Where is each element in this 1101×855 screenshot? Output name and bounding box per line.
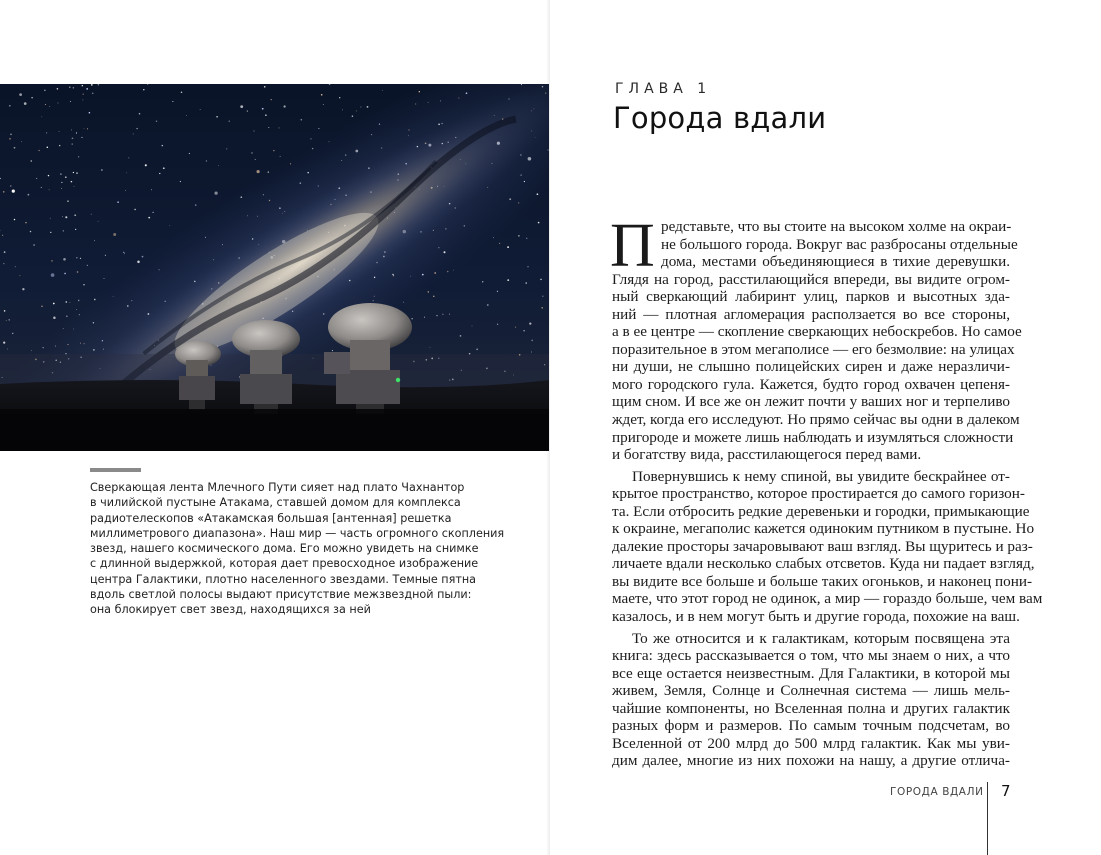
caption-line: миллиметрового диапазона». Наш мир — часть огромного скопления	[90, 526, 505, 540]
body-line: все еще остается неизвестным. Для Галактики, в которой мы	[612, 664, 1010, 682]
star	[507, 279, 509, 281]
caption-line: она блокирует свет звезд, находящихся за ней	[90, 603, 371, 617]
star	[47, 146, 49, 148]
star	[436, 315, 437, 316]
star	[195, 204, 197, 206]
star	[540, 279, 542, 281]
star	[181, 92, 183, 94]
caption-line: звезд, нашего космического дома. Его можно увидеть на снимке	[90, 542, 479, 556]
star	[98, 84, 100, 86]
star	[356, 110, 357, 111]
star	[9, 138, 11, 140]
star	[449, 314, 450, 315]
star	[139, 113, 141, 115]
body-line: дома, местами объединяющиеся в тихие деревушки.	[661, 253, 1010, 271]
star	[264, 86, 266, 88]
star	[89, 112, 91, 114]
star	[10, 185, 11, 186]
star	[433, 296, 434, 297]
star	[3, 263, 4, 264]
star	[321, 94, 323, 96]
body-line: разных форм и размеров. По самым точным подсчетам, во	[612, 717, 1010, 735]
body-line: живем, Земля, Солнце и Солнечная система — лишь мель-	[612, 682, 1010, 700]
star	[360, 107, 361, 108]
star	[216, 116, 218, 118]
star	[51, 260, 52, 261]
star	[73, 172, 74, 173]
star	[262, 108, 264, 110]
star	[156, 120, 157, 121]
star	[200, 109, 201, 110]
star	[83, 284, 84, 285]
star	[33, 244, 35, 246]
body-line: маете, что этот город не одинок, а мир — гораздо больше, чем вам	[612, 590, 1043, 608]
star	[151, 189, 152, 190]
drop-cap: П	[610, 212, 655, 280]
star	[82, 99, 83, 100]
star	[94, 240, 95, 241]
star	[28, 194, 30, 196]
star	[424, 317, 425, 318]
star	[301, 119, 303, 121]
star	[142, 256, 144, 258]
star	[31, 160, 32, 161]
caption-line: с длинной выдержкой, которая дает превосходное изображение	[90, 557, 479, 571]
star	[3, 191, 4, 192]
body-line: казалось, и в нем могут быть и другие города, похожие на ваш.	[612, 608, 1020, 626]
star	[45, 104, 46, 105]
star	[49, 106, 50, 107]
star	[430, 347, 431, 348]
star	[74, 214, 76, 216]
star	[342, 109, 343, 110]
star	[123, 252, 124, 253]
star	[412, 318, 413, 319]
star	[8, 319, 9, 320]
telescope-night-sky-image	[0, 84, 549, 451]
star	[526, 238, 527, 239]
star	[105, 255, 106, 256]
star	[19, 93, 22, 96]
star	[218, 165, 219, 166]
body-line: ный сверкающий лабиринт улиц, парков и высотных зда-	[612, 288, 1010, 306]
star	[134, 209, 135, 210]
star	[507, 246, 509, 248]
star	[63, 230, 64, 231]
body-line: ний — плотная агломерация расползается во все стороны,	[612, 305, 1010, 323]
star	[538, 222, 540, 224]
star	[22, 288, 24, 290]
star	[38, 150, 39, 151]
star	[30, 231, 32, 233]
star	[541, 307, 542, 308]
star	[76, 132, 77, 133]
star	[229, 120, 230, 121]
star	[323, 104, 324, 105]
body-line: Повернувшись к нему спиной, вы увидите бескрайнее от-	[632, 467, 1010, 485]
star	[518, 235, 519, 236]
star	[36, 178, 37, 179]
star	[72, 143, 73, 144]
star	[531, 352, 532, 353]
star	[58, 103, 59, 104]
star	[50, 232, 51, 233]
star	[497, 291, 498, 292]
star	[124, 253, 125, 254]
star	[65, 216, 67, 218]
star	[273, 150, 274, 151]
star	[21, 141, 22, 142]
star	[4, 310, 6, 312]
body-line: крытое пространство, которое простирается до самого горизон-	[612, 485, 1025, 503]
body-line: книга: здесь рассказывается о том, что мы знаем о них, а что	[612, 647, 1010, 665]
star	[283, 105, 285, 107]
star	[163, 167, 165, 169]
page-number: 7	[1001, 782, 1011, 800]
star	[82, 85, 83, 86]
star	[186, 115, 187, 116]
body-line: Глядя на город, расстилающийся впереди, вы видите огром-	[612, 270, 1010, 288]
star	[145, 164, 147, 166]
star	[279, 127, 280, 128]
star	[226, 148, 227, 149]
star	[12, 189, 15, 192]
star	[67, 200, 69, 202]
star	[87, 265, 88, 266]
star	[77, 271, 79, 273]
star	[41, 187, 42, 188]
body-line: Вселенной от 200 млрд до 500 млрд галактик. Как мы уви-	[612, 734, 1010, 752]
star	[153, 212, 154, 213]
star	[265, 114, 267, 116]
body-line: и богатству вида, расстилающегося перед вами.	[612, 446, 922, 464]
star	[172, 101, 173, 102]
star	[104, 278, 105, 279]
running-head: ГОРОДА ВДАЛИ	[890, 786, 984, 798]
star	[44, 89, 46, 91]
star	[310, 138, 311, 139]
body-line: редставьте, что вы стоите на высоком холме на окраи-	[661, 218, 1012, 235]
star	[53, 316, 56, 319]
body-line: То же относится и к галактикам, которым посвящена эта	[632, 629, 1010, 647]
caption-line: радиотелескопов «Атакамская большая [антенная] решетка	[90, 511, 452, 525]
star	[531, 340, 533, 342]
star	[101, 169, 102, 170]
star	[41, 117, 42, 118]
star	[65, 176, 67, 178]
star	[3, 342, 5, 344]
star	[525, 282, 527, 284]
star	[53, 303, 55, 305]
star	[477, 349, 478, 350]
star	[159, 173, 160, 174]
star	[24, 102, 27, 105]
star	[515, 327, 516, 328]
star	[82, 137, 83, 138]
body-line: далекие просторы зачаровывают ваш взгляд. Вы щуритесь и раз-	[612, 537, 1033, 555]
star	[83, 94, 84, 95]
star	[98, 221, 99, 222]
star	[65, 301, 67, 303]
star	[49, 189, 50, 190]
star	[75, 229, 76, 230]
star	[61, 182, 62, 183]
star	[206, 160, 207, 161]
star	[41, 306, 42, 307]
star	[78, 156, 79, 157]
star	[70, 101, 71, 102]
star	[12, 333, 14, 335]
star	[487, 304, 489, 306]
star	[271, 99, 272, 100]
star	[60, 173, 61, 174]
star	[78, 300, 80, 302]
body-line: пригороде и можете лишь наблюдать и изумляться сложности	[612, 428, 1014, 446]
star	[63, 258, 66, 261]
star	[189, 153, 190, 154]
body-line: личаете вдали несколько слабых отсветов. Куда ни падает взгляд,	[612, 555, 1035, 573]
star	[6, 320, 7, 321]
chapter-title: Города вдали	[613, 101, 827, 135]
star	[71, 129, 72, 130]
star	[31, 350, 32, 351]
caption-line: вдоль светлой полосы выдают присутствие межзвездной пыли:	[90, 588, 472, 602]
star	[162, 145, 163, 146]
star	[257, 170, 260, 173]
star	[25, 222, 27, 224]
star	[148, 217, 150, 219]
star	[180, 181, 181, 182]
star	[352, 115, 353, 116]
star	[57, 88, 59, 90]
star	[280, 156, 281, 157]
star	[339, 97, 340, 98]
milky-way-photo	[0, 84, 549, 451]
body-line: дим далее, многие из них похожи на нашу, а другие отлича-	[612, 752, 1010, 770]
star	[59, 131, 60, 132]
body-line: щим сном. И все же он лежит почти у ваших ног и терпеливо	[612, 393, 1010, 411]
star	[46, 132, 47, 133]
star	[80, 258, 81, 259]
star	[74, 186, 75, 187]
body-line: не большого города. Вокруг вас разбросаны отдельные	[661, 235, 1018, 253]
star	[9, 105, 11, 107]
caption-line: в чилийской пустыне Атакама, ставшей домом для комплекса	[90, 496, 461, 510]
star	[73, 87, 75, 89]
caption-line: Сверкающая лента Млечного Пути сияет над плато Чахнантор	[90, 481, 465, 494]
star	[143, 89, 144, 90]
star	[529, 322, 531, 324]
body-line: к окраине, мегаполис кажется одиноким путником в пустыне. Но	[612, 520, 1035, 538]
star	[91, 84, 93, 86]
star	[523, 330, 524, 331]
star	[136, 128, 137, 129]
star	[442, 314, 443, 315]
star	[253, 130, 254, 131]
star	[499, 243, 500, 244]
star	[66, 316, 67, 317]
star	[2, 235, 3, 236]
body-line: мого городского гула. Кажется, будто город охвачен цепеня-	[612, 375, 1010, 393]
star	[125, 190, 126, 191]
star	[92, 93, 94, 95]
star	[62, 216, 63, 217]
star	[247, 111, 248, 112]
star	[147, 84, 148, 85]
photo-caption	[90, 480, 505, 618]
caption-rule	[90, 468, 141, 472]
star	[76, 257, 77, 258]
star	[4, 251, 6, 253]
star	[14, 147, 16, 149]
star	[497, 324, 498, 325]
star	[128, 157, 129, 158]
star	[76, 309, 77, 310]
star	[86, 88, 88, 90]
star	[50, 218, 51, 219]
star	[318, 128, 319, 129]
star	[51, 273, 55, 277]
star	[87, 128, 88, 129]
star	[240, 105, 243, 108]
star	[542, 296, 543, 297]
star	[64, 273, 66, 275]
chapter-body-text	[610, 212, 1043, 770]
star	[169, 225, 170, 226]
star	[255, 159, 256, 160]
star	[31, 97, 32, 98]
star	[91, 214, 92, 215]
star	[482, 281, 483, 282]
star	[133, 133, 134, 134]
star	[15, 266, 16, 267]
left-page	[0, 0, 550, 855]
star	[84, 128, 85, 129]
star	[48, 175, 49, 176]
body-line: поразительное в этом мегаполисе — его безмолвие: на улицах	[612, 340, 1015, 358]
star	[69, 86, 70, 87]
folio-rule	[987, 782, 988, 855]
star	[126, 172, 127, 173]
caption-line: центра Галактики, плотно населенного звездами. Темные пятна	[90, 572, 477, 586]
star	[214, 191, 217, 194]
star	[19, 275, 20, 276]
star	[61, 188, 62, 189]
chapter-label: ГЛАВА 1	[615, 81, 712, 97]
star	[71, 181, 73, 183]
star	[472, 326, 473, 327]
star	[113, 233, 116, 236]
star	[117, 201, 119, 203]
star	[70, 302, 71, 303]
star	[268, 127, 269, 128]
star	[251, 152, 252, 153]
star	[460, 335, 462, 337]
body-line: та. Если отбросить редкие деревеньки и городки, примыкающие	[612, 502, 1030, 520]
body-line: а в ее центре — скопление сверкающих небоскребов. Но самое	[612, 323, 1022, 341]
star	[10, 133, 12, 135]
body-line: вы видите все больше и больше таких огоньков, и наконец пони-	[612, 572, 1033, 590]
star	[59, 145, 60, 146]
body-line: ждет, когда его исследуют. Но прямо сейчас вы одни в далеком	[612, 411, 1020, 429]
body-line: чайшие компоненты, но Вселенная полна и других галактик	[612, 699, 1010, 717]
star	[367, 106, 369, 108]
body-line: ни души, не слышно полицейских сирен и даже неразличи-	[612, 358, 1010, 376]
star	[14, 219, 16, 221]
star	[527, 266, 528, 267]
star	[76, 172, 77, 173]
star	[382, 90, 383, 91]
star	[7, 349, 8, 350]
star	[72, 137, 74, 139]
